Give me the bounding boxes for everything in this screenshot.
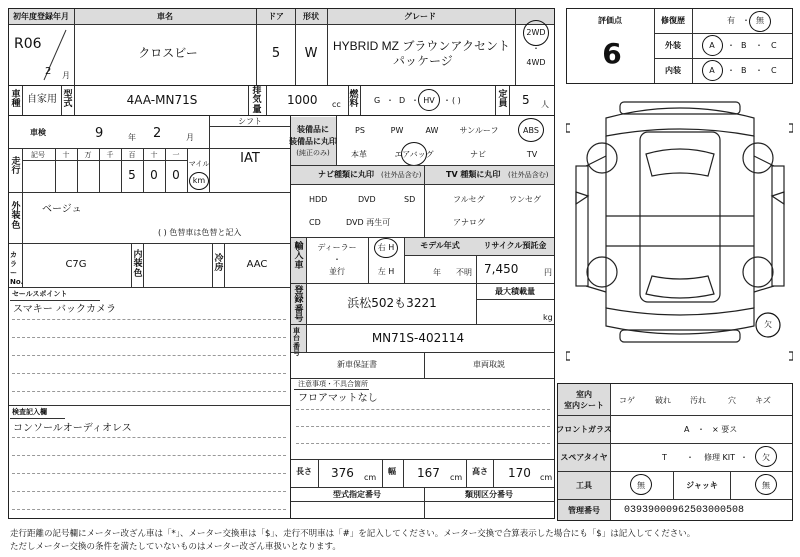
import-label: 輸入車 bbox=[294, 242, 304, 271]
tv-label: TV 種類に丸印 bbox=[446, 170, 501, 179]
tools-label: 工具 bbox=[576, 481, 592, 490]
interior-color-label: 内装色 bbox=[133, 250, 143, 279]
shape-value: W bbox=[304, 46, 318, 61]
windshield-a: A bbox=[684, 425, 690, 434]
height-label: 高さ bbox=[472, 467, 488, 476]
first-reg-label: 初年度登録年月 bbox=[13, 12, 69, 21]
notes-label: 注意事項・不具合箇所 bbox=[298, 380, 368, 388]
ac-label: 冷房 bbox=[214, 254, 224, 274]
use-value: 自家用 bbox=[27, 94, 57, 105]
import-left-h: 左 H bbox=[377, 267, 395, 276]
sheet-dirt: 汚れ bbox=[690, 396, 706, 405]
equip-tv: TV bbox=[526, 150, 538, 159]
grade-label: グレード bbox=[404, 12, 436, 21]
mileage-digit-hundreds: 0 bbox=[150, 168, 158, 182]
notes-value: フロアマットなし bbox=[298, 393, 378, 404]
doors-value: 5 bbox=[271, 46, 281, 61]
navi-label: ナビ種類に丸印 bbox=[318, 170, 374, 179]
height-value: 170 bbox=[508, 466, 531, 480]
exterior-b: B bbox=[741, 41, 747, 50]
fuel-paren: ( ) bbox=[452, 96, 461, 105]
inspection-label: 車検 bbox=[30, 128, 46, 137]
mileage-header-0: 記号 bbox=[31, 151, 45, 159]
interior-b: B bbox=[741, 66, 747, 75]
sheet-hole: 穴 bbox=[728, 396, 736, 405]
equip-abs: ABS bbox=[523, 126, 539, 135]
fuel-d: D bbox=[399, 96, 406, 105]
equip-pw: PW bbox=[390, 126, 404, 135]
color-value: ベージュ bbox=[42, 204, 82, 215]
chassis-label: 車台番号 bbox=[293, 327, 300, 358]
score-label: 評価点 bbox=[598, 16, 622, 25]
ac-value: AAC bbox=[246, 259, 268, 270]
mileage-header-1: 十 bbox=[62, 151, 70, 159]
type-label: 型式 bbox=[63, 90, 73, 110]
spare-sep2: ・ bbox=[740, 453, 748, 462]
mgmt-label: 管理番号 bbox=[568, 506, 600, 515]
interior-sheet-label-1: 室内 bbox=[576, 390, 592, 399]
inspection-month: 2 bbox=[153, 126, 162, 141]
inspector-notes-value: コンソールオーディオレス bbox=[13, 423, 132, 434]
length-unit: cm bbox=[364, 473, 377, 482]
interior-label: 内装 bbox=[665, 66, 681, 75]
shape-label: 形状 bbox=[303, 12, 319, 21]
tv-oneseg: ワンセグ bbox=[509, 195, 541, 204]
warranty-label: 新車保証書 bbox=[337, 360, 377, 369]
exterior-sep1: ・ bbox=[727, 41, 735, 50]
color-note: ( ) 色替車は色替と記入 bbox=[158, 228, 242, 237]
width-label: 幅 bbox=[388, 467, 396, 476]
fuel-g: G bbox=[374, 96, 381, 105]
mileage-header-6: 一 bbox=[172, 151, 180, 159]
recycle-value: 7,450 bbox=[484, 262, 519, 276]
grade-line2: パッケージ bbox=[393, 54, 453, 68]
navi-cd: CD bbox=[309, 218, 321, 227]
mileage-unit-km: km bbox=[192, 176, 206, 185]
equip-aw: AW bbox=[425, 126, 439, 135]
first-reg-month-unit: 月 bbox=[62, 71, 70, 80]
exterior-label: 外装 bbox=[665, 41, 681, 50]
inspector-notes-label: 検査記入欄 bbox=[12, 408, 47, 416]
interior-a: A bbox=[709, 66, 715, 75]
equip-airbag: エアバッグ bbox=[394, 150, 434, 159]
sales-points-label: セールスポイント bbox=[12, 290, 68, 298]
registration-label: 登録番号 bbox=[294, 286, 304, 325]
mgmt-value: 03939000962503000508 bbox=[624, 505, 745, 516]
recycle-label: リサイクル預託金 bbox=[483, 241, 547, 250]
disp-unit: cc bbox=[332, 100, 341, 109]
model-value: クロスビー bbox=[138, 46, 198, 60]
repair-label: 修復歴 bbox=[661, 16, 685, 25]
color-code-value: C7G bbox=[65, 259, 87, 270]
doors-label: ドア bbox=[268, 12, 284, 21]
inspection-year: 9 bbox=[95, 126, 104, 141]
mileage-digit-thousands: 5 bbox=[128, 168, 136, 182]
import-right-h: 右 H bbox=[377, 243, 395, 252]
equip-leather: 本革 bbox=[351, 150, 367, 159]
import-parallel: 並行 bbox=[329, 267, 345, 276]
drive-sep: ・ bbox=[532, 44, 540, 53]
mileage-label: 走行 bbox=[11, 157, 21, 177]
footer-line1: 走行距離の記号欄にメーター改ざん車は「*」、メーター交換車は「$」、走行不明車は「#」を記入してください。メーター交換で合算表示した場合にも「$」は記入してください。 bbox=[10, 529, 696, 539]
navi-sub: (社外品含む) bbox=[381, 171, 422, 179]
drive-4wd: 4WD bbox=[526, 58, 546, 67]
cap-label: 定員 bbox=[498, 90, 508, 110]
length-label: 長さ bbox=[296, 467, 312, 476]
interior-c: C bbox=[771, 66, 777, 75]
repair-sep: ・ bbox=[742, 16, 750, 25]
length-value: 376 bbox=[331, 466, 354, 480]
chassis-value: MN71S-402114 bbox=[371, 331, 465, 345]
import-sep: ・ bbox=[333, 255, 341, 264]
cap-value: 5 bbox=[522, 93, 530, 107]
windshield-sep: ・ bbox=[697, 425, 705, 434]
car-damage-diagram bbox=[566, 96, 793, 379]
inspection-month-unit: 月 bbox=[186, 133, 194, 142]
sheet-scratch: キズ bbox=[755, 396, 771, 405]
jack-label: ジャッキ bbox=[686, 481, 718, 490]
tv-sub: (社外品含む) bbox=[508, 171, 549, 179]
navi-hdd: HDD bbox=[309, 195, 328, 204]
interior-sheet-label: 室内シート bbox=[564, 401, 604, 410]
width-unit: cm bbox=[450, 473, 463, 482]
use-label: 車種 bbox=[11, 90, 21, 110]
model-year-label: モデル年式 bbox=[420, 241, 460, 250]
navi-dvd-play: DVD 再生可 bbox=[346, 218, 391, 227]
tv-analog: アナログ bbox=[453, 218, 485, 227]
grade-line1: HYBRID MZ ブラウンアクセント bbox=[333, 39, 510, 53]
windshield-x: × 要ス bbox=[712, 425, 738, 434]
equip-ps: PS bbox=[355, 126, 365, 135]
designation-label: 型式指定番号 bbox=[333, 490, 381, 499]
model-label: 車名 bbox=[157, 12, 173, 21]
width-value: 167 bbox=[417, 466, 440, 480]
exterior-sep2: ・ bbox=[755, 41, 763, 50]
spare-label: スペアタイヤ bbox=[560, 453, 608, 462]
inspection-year-unit: 年 bbox=[128, 133, 136, 142]
disp-label: 排気量 bbox=[252, 86, 262, 115]
repair-no: 無 bbox=[756, 16, 764, 25]
windshield-label: フロントガラス bbox=[556, 425, 612, 434]
interior-sep2: ・ bbox=[755, 66, 763, 75]
fuel-sep1: ・ bbox=[386, 96, 394, 105]
import-dealer: ディーラー bbox=[317, 243, 357, 252]
interior-sep1: ・ bbox=[727, 66, 735, 75]
first-reg-month: 2 bbox=[45, 66, 52, 77]
shift-label: シフト bbox=[238, 117, 262, 126]
exterior-c: C bbox=[771, 41, 777, 50]
navi-sd: SD bbox=[404, 195, 416, 204]
model-year-unit: 年 bbox=[433, 268, 441, 277]
drive-2wd: 2WD bbox=[526, 28, 546, 37]
exterior-a: A bbox=[709, 41, 715, 50]
equipment-label: 装備品に丸印 bbox=[289, 137, 337, 146]
max-load-label: 最大積載量 bbox=[495, 287, 535, 296]
manual-label: 車両取説 bbox=[473, 360, 505, 369]
first-reg-era: R06 bbox=[14, 36, 42, 52]
spare-t: T bbox=[662, 453, 667, 462]
recycle-unit: 円 bbox=[544, 268, 552, 277]
registration-value: 浜松502も3221 bbox=[347, 296, 437, 310]
sheet-tear: 破れ bbox=[655, 396, 671, 405]
color-code-label: カラーNo. bbox=[10, 251, 24, 287]
mileage-header-2: 万 bbox=[84, 151, 92, 159]
fuel-sep2: ・ bbox=[411, 96, 419, 105]
spare-none: 欠 bbox=[762, 453, 770, 462]
mileage-header-4: 百 bbox=[128, 151, 136, 159]
fuel-label: 燃料 bbox=[349, 90, 359, 110]
cap-unit: 人 bbox=[541, 100, 549, 109]
navi-dvd: DVD bbox=[358, 195, 376, 204]
sheet-burn: コゲ bbox=[619, 396, 635, 405]
class-label: 類別区分番号 bbox=[465, 490, 513, 499]
disp-value: 1000 bbox=[287, 93, 318, 107]
sales-points-value: スマキー バックカメラ bbox=[13, 304, 116, 315]
mileage-header-5: 十 bbox=[150, 151, 158, 159]
footer-line2: ただしメーター交換の条件を満たしていないものはメーター改ざん車扱いとなります。 bbox=[10, 542, 341, 552]
equip-navi: ナビ bbox=[470, 150, 486, 159]
spare-sep1: ・ bbox=[686, 453, 694, 462]
color-label: 外装色 bbox=[11, 202, 21, 231]
missing-mark: 欠 bbox=[764, 320, 772, 329]
tv-fullseg: フルセグ bbox=[453, 195, 485, 204]
equipment-sublabel: (純正のみ) bbox=[296, 149, 330, 157]
score-value: 6 bbox=[602, 37, 622, 70]
mileage-digit-tens: 0 bbox=[172, 168, 180, 182]
jack-value: 無 bbox=[762, 481, 770, 490]
mileage-unit-mile: マイル bbox=[188, 160, 210, 168]
max-load-unit: kg bbox=[543, 313, 553, 322]
model-year-unknown: 不明 bbox=[456, 268, 472, 277]
shift-value: IAT bbox=[240, 151, 260, 166]
repair-yes: 有 bbox=[727, 16, 735, 25]
height-unit: cm bbox=[540, 473, 553, 482]
equip-sunroof: サンルーフ bbox=[459, 126, 499, 135]
tools-value: 無 bbox=[637, 481, 645, 490]
mileage-header-3: 千 bbox=[106, 151, 114, 159]
fuel-sep3: ・ bbox=[443, 96, 451, 105]
type-value: 4AA-MN71S bbox=[126, 93, 198, 107]
fuel-hv: HV bbox=[423, 96, 435, 105]
spare-kit: 修理 KIT bbox=[704, 453, 736, 462]
equipment-label-1: 装備品に bbox=[297, 125, 329, 134]
